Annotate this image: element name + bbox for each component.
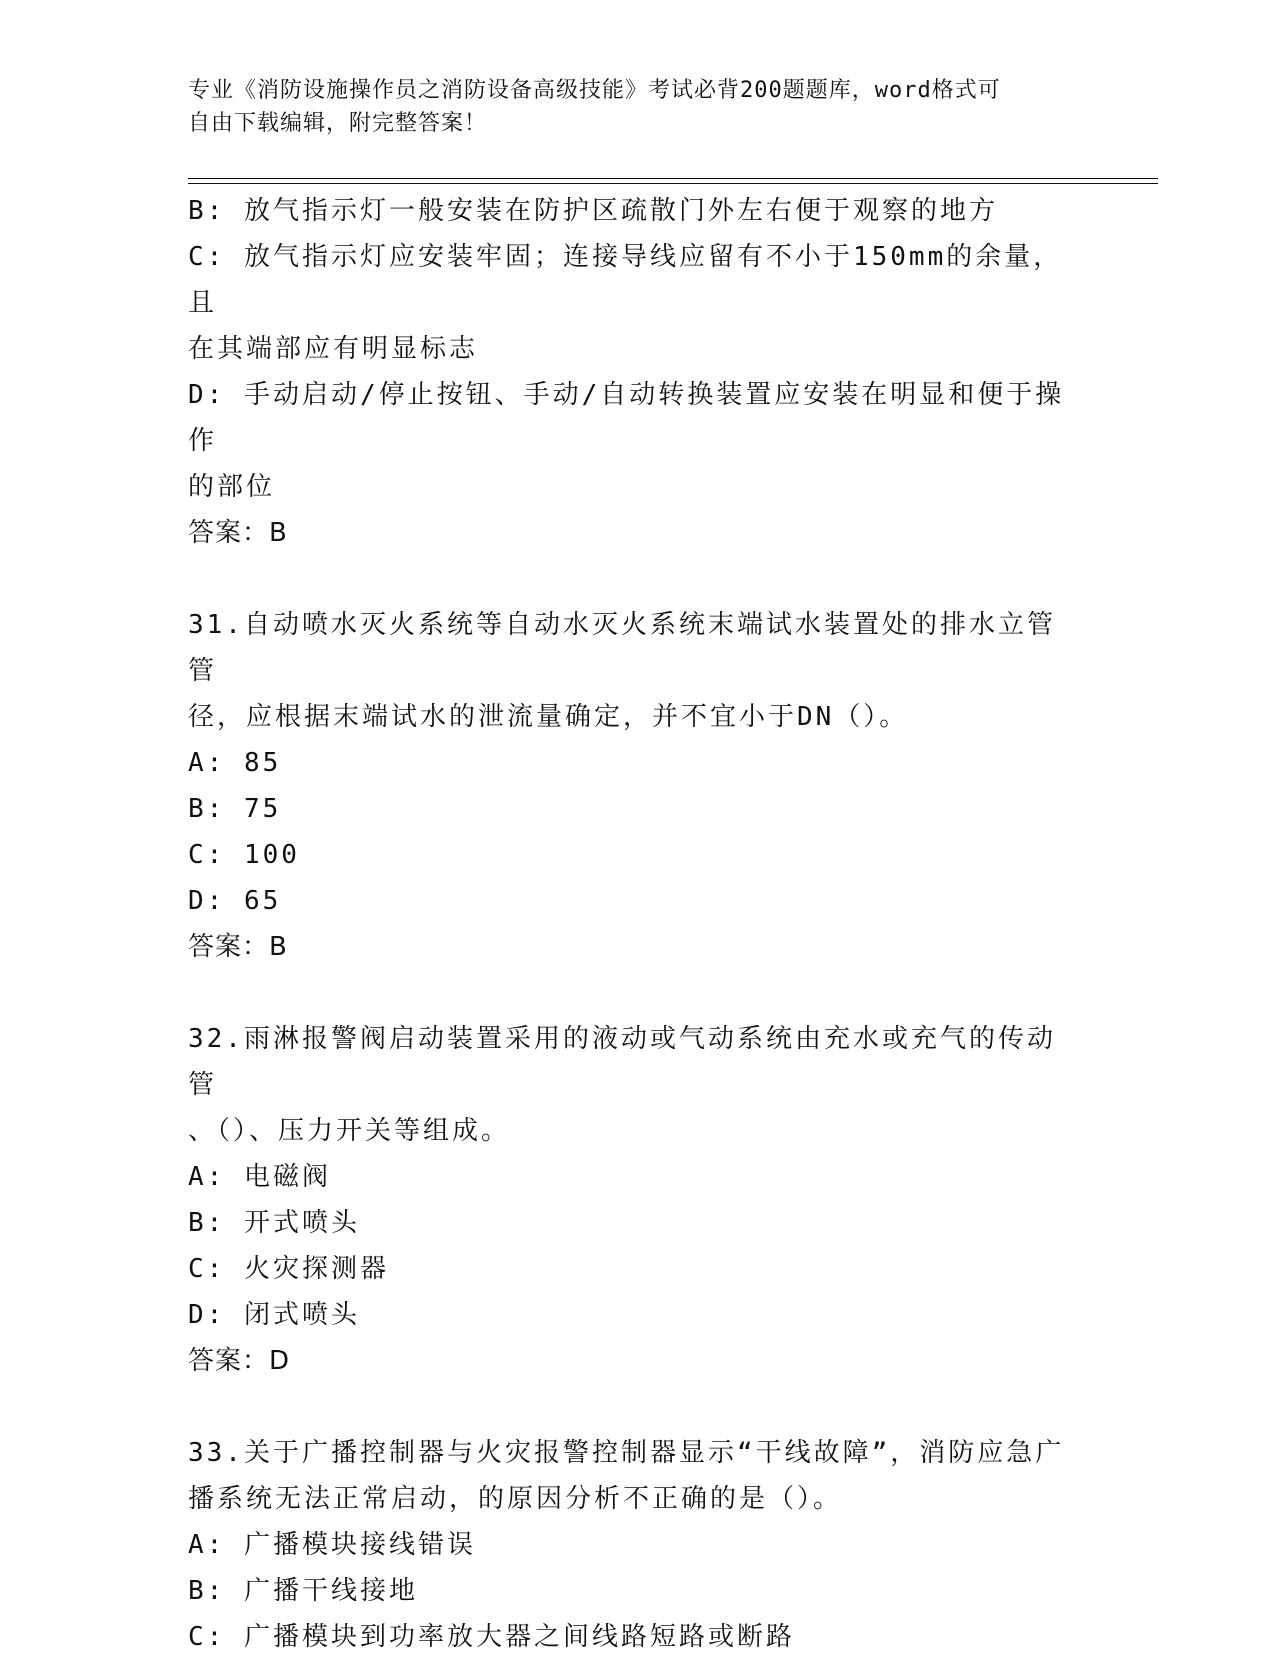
question-30-tail bbox=[188, 188, 1078, 556]
option-b: B: 75 bbox=[188, 794, 282, 824]
option-d: D: 65 bbox=[188, 886, 282, 916]
option-d: D: 闭式喷头 bbox=[188, 1300, 360, 1330]
option-b: B: 放气指示灯一般安装在防护区疏散门外左右便于观察的地方 bbox=[188, 196, 998, 226]
question-31 bbox=[188, 602, 1078, 970]
option-c: C: 火灾探测器 bbox=[188, 1254, 389, 1284]
answer: 答案：D bbox=[188, 1346, 291, 1376]
header-rule-top bbox=[188, 178, 1158, 179]
option-b: B: 广播干线接地 bbox=[188, 1576, 418, 1606]
spacer bbox=[188, 556, 1078, 602]
question-stem: 32.雨淋报警阀启动装置采用的液动或气动系统由充水或充气的传动管 bbox=[188, 1024, 1056, 1100]
question-stem: 33.关于广播控制器与火灾报警控制器显示“干线故障”，消防应急广 bbox=[188, 1438, 1065, 1468]
answer: 答案：B bbox=[188, 518, 288, 548]
option-a: A: 85 bbox=[188, 748, 282, 778]
header-line-2: 自由下载编辑，附完整答案！ bbox=[188, 111, 488, 136]
header-rule-bottom bbox=[188, 183, 1158, 184]
question-stem-continued: 播系统无法正常启动，的原因分析不正确的是（）。 bbox=[188, 1484, 843, 1514]
question-32 bbox=[188, 1016, 1078, 1384]
option-c: C: 广播模块到功率放大器之间线路短路或断路 bbox=[188, 1622, 795, 1652]
option-d: D: 手动启动/停止按钮、手动/自动转换装置应安装在明显和便于操作 bbox=[188, 380, 1065, 456]
option-c: C: 100 bbox=[188, 840, 300, 870]
option-b: B: 开式喷头 bbox=[188, 1208, 360, 1238]
option-d-continued: 的部位 bbox=[188, 472, 276, 502]
document-header bbox=[188, 74, 1068, 140]
question-stem: 31.自动喷水灭火系统等自动水灭火系统末端试水装置处的排水立管管 bbox=[188, 610, 1056, 686]
spacer bbox=[188, 1384, 1078, 1430]
question-33 bbox=[188, 1430, 1078, 1660]
header-line-1: 专业《消防设施操作员之消防设备高级技能》考试必背200题题库，word格式可 bbox=[188, 78, 1001, 103]
document-body bbox=[188, 188, 1078, 1660]
question-stem-continued: 、（）、压力开关等组成。 bbox=[188, 1116, 511, 1146]
question-stem-continued: 径，应根据末端试水的泄流量确定，并不宜小于DN（）。 bbox=[188, 702, 909, 732]
spacer bbox=[188, 970, 1078, 1016]
option-a: A: 电磁阀 bbox=[188, 1162, 331, 1192]
answer: 答案：B bbox=[188, 932, 288, 962]
option-c: C: 放气指示灯应安装牢固；连接导线应留有不小于150mm的余量，且 bbox=[188, 242, 1063, 318]
option-a: A: 广播模块接线错误 bbox=[188, 1530, 476, 1560]
option-c-continued: 在其端部应有明显标志 bbox=[188, 334, 479, 364]
